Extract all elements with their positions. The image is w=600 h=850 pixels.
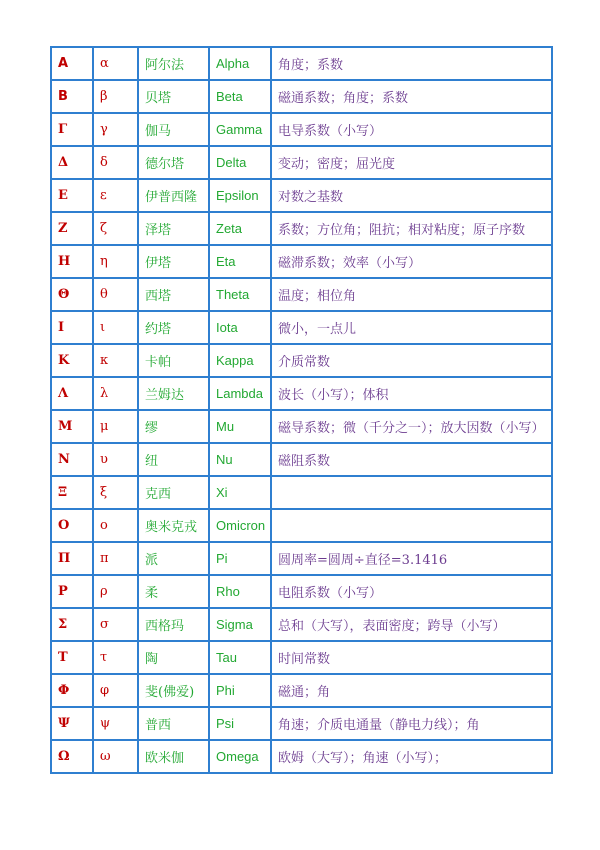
chinese-name-cell: 伊普西隆 bbox=[138, 179, 209, 212]
chinese-name-cell: 缪 bbox=[138, 410, 209, 443]
lowercase-letter-cell: η bbox=[93, 245, 138, 278]
english-name-cell: Iota bbox=[209, 311, 271, 344]
lowercase-letter-cell: ζ bbox=[93, 212, 138, 245]
lowercase-letter-cell: μ bbox=[93, 410, 138, 443]
table-row bbox=[51, 674, 552, 707]
english-name-cell: Psi bbox=[209, 707, 271, 740]
chinese-name-cell: 贝塔 bbox=[138, 80, 209, 113]
english-name-cell: Eta bbox=[209, 245, 271, 278]
table-row bbox=[51, 476, 552, 509]
chinese-name-cell: 西塔 bbox=[138, 278, 209, 311]
english-name-cell: Rho bbox=[209, 575, 271, 608]
chinese-name-cell: 泽塔 bbox=[138, 212, 209, 245]
uppercase-letter-cell: Μ bbox=[51, 410, 93, 443]
meaning-cell: 磁阻系数 bbox=[271, 443, 552, 476]
meaning-cell: 角速；介质电通量（静电力线）；角 bbox=[271, 707, 552, 740]
table-row bbox=[51, 443, 552, 476]
lowercase-letter-cell: ω bbox=[93, 740, 138, 773]
english-name-cell: Pi bbox=[209, 542, 271, 575]
chinese-name-cell: 约塔 bbox=[138, 311, 209, 344]
uppercase-letter-cell: Α bbox=[51, 47, 93, 80]
uppercase-letter-cell: Λ bbox=[51, 377, 93, 410]
table-row bbox=[51, 278, 552, 311]
english-name-cell: Gamma bbox=[209, 113, 271, 146]
english-name-cell: Xi bbox=[209, 476, 271, 509]
english-name-cell: Mu bbox=[209, 410, 271, 443]
table-row bbox=[51, 146, 552, 179]
meaning-cell bbox=[271, 476, 552, 509]
lowercase-letter-cell: φ bbox=[93, 674, 138, 707]
meaning-cell: 波长（小写）；体积 bbox=[271, 377, 552, 410]
lowercase-letter-cell: δ bbox=[93, 146, 138, 179]
english-name-cell: Kappa bbox=[209, 344, 271, 377]
uppercase-letter-cell: Ω bbox=[51, 740, 93, 773]
chinese-name-cell: 兰姆达 bbox=[138, 377, 209, 410]
table-body bbox=[51, 47, 552, 773]
table-row bbox=[51, 344, 552, 377]
uppercase-letter-cell: Π bbox=[51, 542, 93, 575]
chinese-name-cell: 斐(佛爱) bbox=[138, 674, 209, 707]
meaning-cell: 电导系数（小写） bbox=[271, 113, 552, 146]
chinese-name-cell: 德尔塔 bbox=[138, 146, 209, 179]
english-name-cell: Theta bbox=[209, 278, 271, 311]
lowercase-letter-cell: σ bbox=[93, 608, 138, 641]
english-name-cell: Phi bbox=[209, 674, 271, 707]
uppercase-letter-cell: Φ bbox=[51, 674, 93, 707]
lowercase-letter-cell: κ bbox=[93, 344, 138, 377]
chinese-name-cell: 奥米克戎 bbox=[138, 509, 209, 542]
english-name-cell: Tau bbox=[209, 641, 271, 674]
table-row bbox=[51, 113, 552, 146]
table-row bbox=[51, 377, 552, 410]
meaning-cell: 欧姆（大写）；角速（小写）； bbox=[271, 740, 552, 773]
greek-alphabet-table bbox=[50, 46, 553, 774]
chinese-name-cell: 卡帕 bbox=[138, 344, 209, 377]
lowercase-letter-cell: ε bbox=[93, 179, 138, 212]
meaning-cell: 磁滞系数；效率（小写） bbox=[271, 245, 552, 278]
lowercase-letter-cell: ξ bbox=[93, 476, 138, 509]
english-name-cell: Delta bbox=[209, 146, 271, 179]
lowercase-letter-cell: β bbox=[93, 80, 138, 113]
lowercase-letter-cell: λ bbox=[93, 377, 138, 410]
chinese-name-cell: 纽 bbox=[138, 443, 209, 476]
english-name-cell: Sigma bbox=[209, 608, 271, 641]
chinese-name-cell: 克西 bbox=[138, 476, 209, 509]
chinese-name-cell: 柔 bbox=[138, 575, 209, 608]
uppercase-letter-cell: Ρ bbox=[51, 575, 93, 608]
lowercase-letter-cell: ρ bbox=[93, 575, 138, 608]
table-row bbox=[51, 410, 552, 443]
meaning-cell: 电阻系数（小写） bbox=[271, 575, 552, 608]
meaning-cell bbox=[271, 509, 552, 542]
meaning-cell: 磁通系数；角度；系数 bbox=[271, 80, 552, 113]
meaning-cell: 时间常数 bbox=[271, 641, 552, 674]
chinese-name-cell: 伽马 bbox=[138, 113, 209, 146]
english-name-cell: Nu bbox=[209, 443, 271, 476]
chinese-name-cell: 西格玛 bbox=[138, 608, 209, 641]
chinese-name-cell: 欧米伽 bbox=[138, 740, 209, 773]
meaning-cell: 温度；相位角 bbox=[271, 278, 552, 311]
english-name-cell: Lambda bbox=[209, 377, 271, 410]
meaning-cell: 微小，一点儿 bbox=[271, 311, 552, 344]
uppercase-letter-cell: Η bbox=[51, 245, 93, 278]
table-row bbox=[51, 212, 552, 245]
english-name-cell: Beta bbox=[209, 80, 271, 113]
uppercase-letter-cell: Ζ bbox=[51, 212, 93, 245]
table-row bbox=[51, 575, 552, 608]
chinese-name-cell: 陶 bbox=[138, 641, 209, 674]
chinese-name-cell: 阿尔法 bbox=[138, 47, 209, 80]
meaning-cell: 介质常数 bbox=[271, 344, 552, 377]
meaning-cell: 系数；方位角；阻抗；相对粘度；原子序数 bbox=[271, 212, 552, 245]
lowercase-letter-cell: τ bbox=[93, 641, 138, 674]
uppercase-letter-cell: Γ bbox=[51, 113, 93, 146]
table-row bbox=[51, 608, 552, 641]
lowercase-letter-cell: ι bbox=[93, 311, 138, 344]
table-row bbox=[51, 80, 552, 113]
uppercase-letter-cell: Δ bbox=[51, 146, 93, 179]
english-name-cell: Epsilon bbox=[209, 179, 271, 212]
table-row bbox=[51, 47, 552, 80]
meaning-cell: 磁导系数；微（千分之一）；放大因数（小写） bbox=[271, 410, 552, 443]
table-row bbox=[51, 509, 552, 542]
english-name-cell: Omicron bbox=[209, 509, 271, 542]
uppercase-letter-cell: Ν bbox=[51, 443, 93, 476]
uppercase-letter-cell: Ξ bbox=[51, 476, 93, 509]
lowercase-letter-cell: ψ bbox=[93, 707, 138, 740]
lowercase-letter-cell: ο bbox=[93, 509, 138, 542]
chinese-name-cell: 派 bbox=[138, 542, 209, 575]
table-row bbox=[51, 245, 552, 278]
uppercase-letter-cell: Θ bbox=[51, 278, 93, 311]
table-row bbox=[51, 707, 552, 740]
uppercase-letter-cell: Κ bbox=[51, 344, 93, 377]
uppercase-letter-cell: Ο bbox=[51, 509, 93, 542]
uppercase-letter-cell: Ι bbox=[51, 311, 93, 344]
lowercase-letter-cell: γ bbox=[93, 113, 138, 146]
meaning-cell: 磁通；角 bbox=[271, 674, 552, 707]
uppercase-letter-cell: Τ bbox=[51, 641, 93, 674]
meaning-cell: 角度；系数 bbox=[271, 47, 552, 80]
table-row bbox=[51, 542, 552, 575]
uppercase-letter-cell: Ε bbox=[51, 179, 93, 212]
meaning-cell: 对数之基数 bbox=[271, 179, 552, 212]
lowercase-letter-cell: υ bbox=[93, 443, 138, 476]
english-name-cell: Omega bbox=[209, 740, 271, 773]
table-row bbox=[51, 740, 552, 773]
uppercase-letter-cell: Β bbox=[51, 80, 93, 113]
meaning-cell: 圆周率=圆周÷直径=3.1416 bbox=[271, 542, 552, 575]
chinese-name-cell: 普西 bbox=[138, 707, 209, 740]
lowercase-letter-cell: θ bbox=[93, 278, 138, 311]
meaning-cell: 变动；密度；屈光度 bbox=[271, 146, 552, 179]
chinese-name-cell: 伊塔 bbox=[138, 245, 209, 278]
english-name-cell: Zeta bbox=[209, 212, 271, 245]
meaning-cell: 总和（大写），表面密度；跨导（小写） bbox=[271, 608, 552, 641]
lowercase-letter-cell: π bbox=[93, 542, 138, 575]
lowercase-letter-cell: α bbox=[93, 47, 138, 80]
english-name-cell: Alpha bbox=[209, 47, 271, 80]
table-row bbox=[51, 179, 552, 212]
uppercase-letter-cell: Σ bbox=[51, 608, 93, 641]
uppercase-letter-cell: Ψ bbox=[51, 707, 93, 740]
table-row bbox=[51, 641, 552, 674]
table-row bbox=[51, 311, 552, 344]
